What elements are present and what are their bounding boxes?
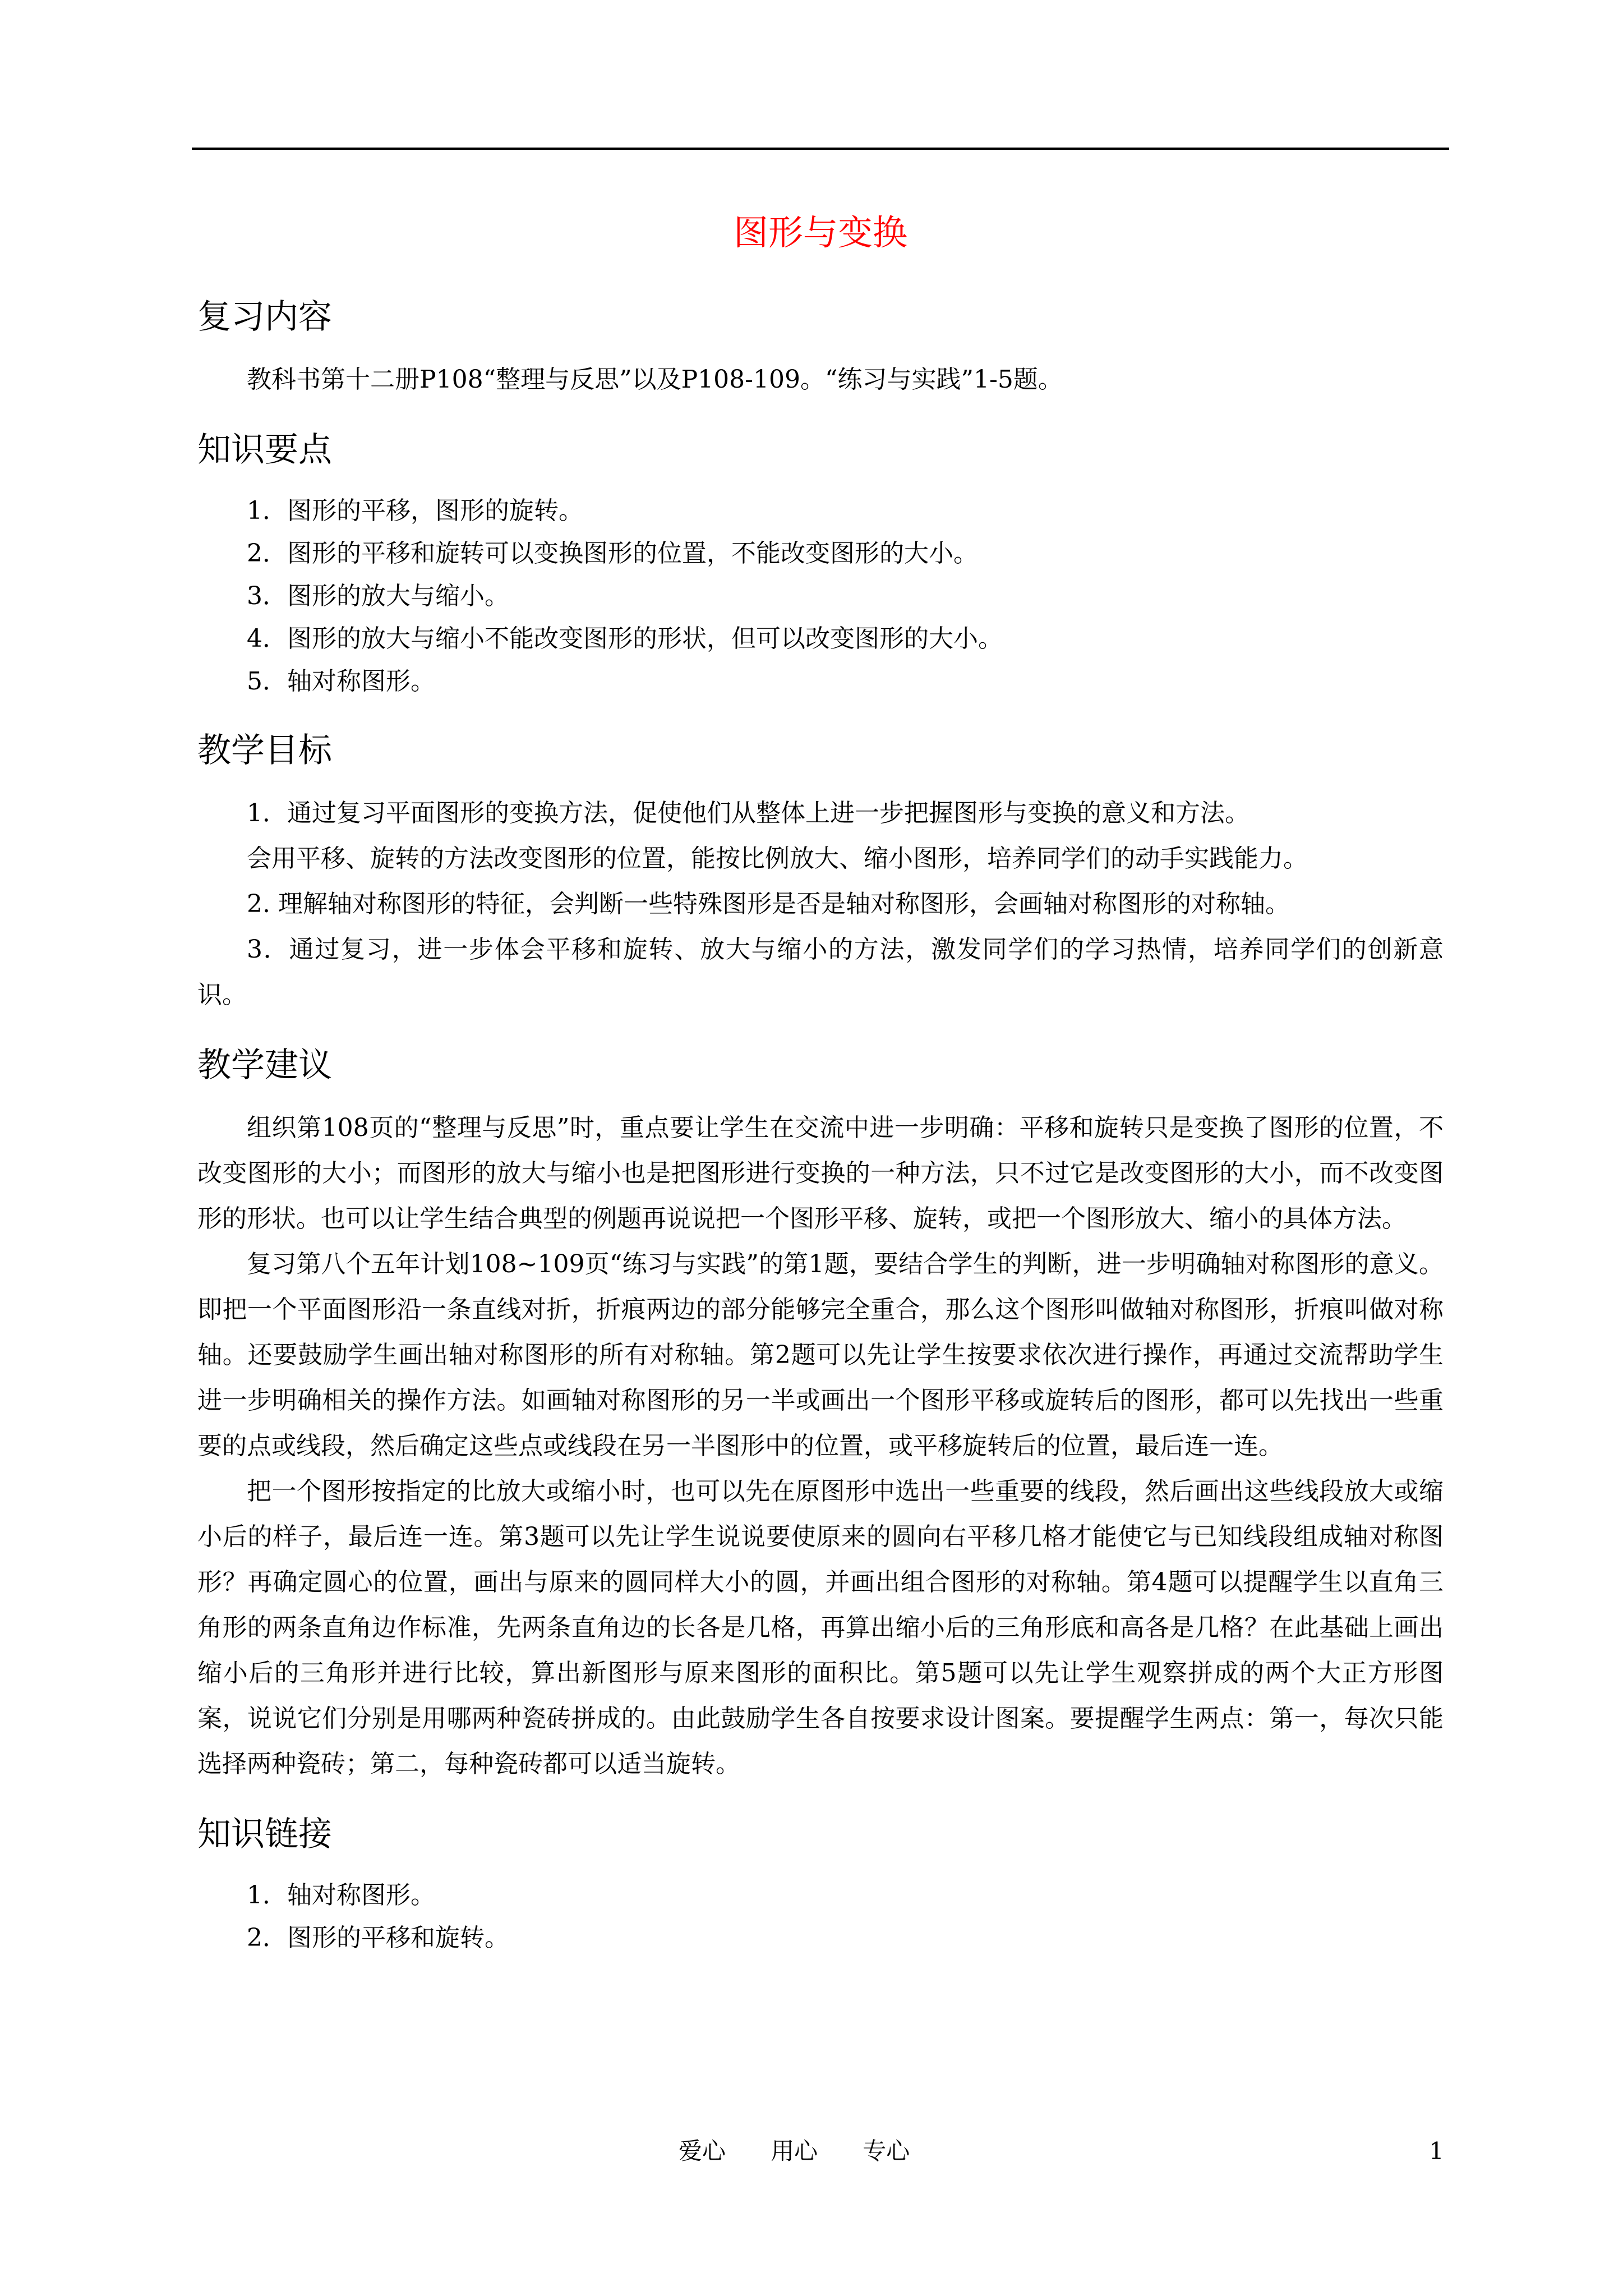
section-heading: 知识要点 xyxy=(197,430,332,470)
section-heading: 教学建议 xyxy=(197,1046,332,1085)
header-rule xyxy=(192,148,1449,150)
paragraph: 2. 理解轴对称图形的特征，会判断一些特殊图形是否是轴对称图形，会画轴对称图形的对称轴。 xyxy=(247,890,1290,918)
section-heading: 复习内容 xyxy=(197,297,332,337)
section-teaching-goals xyxy=(197,725,1444,1018)
section-review-content xyxy=(197,292,1444,402)
list-item: 3．图形的放大与缩小。 xyxy=(247,582,509,610)
list-item: 2．图形的平移和旋转。 xyxy=(247,1924,509,1952)
document-body xyxy=(197,208,1444,1982)
footer-motto: 爱心 用心 专心 xyxy=(679,2137,910,2165)
document-title: 图形与变换 xyxy=(733,212,907,253)
list-item: 1．轴对称图形。 xyxy=(247,1881,435,1910)
list-item: 5．轴对称图形。 xyxy=(247,667,435,696)
paragraph: 复习第八个五年计划108~109页“练习与实践”的第1题，要结合学生的判断，进一步明确轴对称图形的意义。即把一个平面图形沿一条直线对折，折痕两边的部分能够完全重合，那么这个图形叫做轴对称图形，折痕叫做对称轴。还要鼓励学生画出轴对称图形的所有对称轴。第2题可以先让学生按要求依次进行操作，再通过交流帮助学生进一步明确相关的操作方法。如画轴对称图形的另一半或画出一个图形平移或旋转后的图形，都可以先找出一些重要的点或线段，然后确定这些点或线段在另一半图形中的位置，或平移旋转后的位置，最后连一连。 xyxy=(197,1250,1444,1460)
page-number: 1 xyxy=(1429,2137,1444,2165)
paragraph: 把一个图形按指定的比放大或缩小时，也可以先在原图形中选出一些重要的线段，然后画出这些线段放大或缩小后的样子，最后连一连。第3题可以先让学生说说要使原来的圆向右平移几格才能使它与已知线段组成轴对称图形？再确定圆心的位置，画出与原来的圆同样大小的圆，并画出组合图形的对称轴。第4题可以提醒学生以直角三角形的两条直角边作标准，先两条直角边的长各是几格，再算出缩小后的三角形底和高各是几格？在此基础上画出缩小后的三角形并进行比较，算出新图形与原来图形的面积比。第5题可以先让学生观察拼成的两个大正方形图案，说说它们分别是用哪两种瓷砖拼成的。由此鼓励学生各自按要求设计图案。要提醒学生两点：第一，每次只能选择两种瓷砖；第二，每种瓷砖都可以适当旋转。 xyxy=(197,1477,1444,1778)
paragraph: 教科书第十二册P108“整理与反思”以及P108-109。“练习与实践”1-5题。 xyxy=(247,365,1063,394)
list-item: 4．图形的放大与缩小不能改变图形的形状，但可以改变图形的大小。 xyxy=(247,624,1003,653)
section-knowledge-links xyxy=(197,1809,1444,1959)
section-key-points xyxy=(197,425,1444,703)
list-item: 2．图形的平移和旋转可以变换图形的位置，不能改变图形的大小。 xyxy=(247,539,978,568)
section-heading: 知识链接 xyxy=(197,1815,332,1854)
paragraph: 1．通过复习平面图形的变换方法，促使他们从整体上进一步把握图形与变换的意义和方法。 xyxy=(247,799,1249,827)
paragraph: 会用平移、旋转的方法改变图形的位置，能按比例放大、缩小图形，培养同学们的动手实践能力。 xyxy=(247,844,1308,873)
list-item: 1．图形的平移，图形的旋转。 xyxy=(247,496,583,525)
paragraph: 3．通过复习，进一步体会平移和旋转、放大与缩小的方法，激发同学们的学习热情，培养同学们的创新意识。 xyxy=(197,935,1444,1009)
section-teaching-suggestions xyxy=(197,1040,1444,1787)
page-footer xyxy=(0,2132,1623,2171)
section-heading: 教学目标 xyxy=(197,731,332,770)
paragraph: 组织第108页的“整理与反思”时，重点要让学生在交流中进一步明确：平移和旋转只是变换了图形的位置，不改变图形的大小；而图形的放大与缩小也是把图形进行变换的一种方法，只不过它是改变图形的大小，而不改变图形的形状。也可以让学生结合典型的例题再说说把一个图形平移、旋转，或把一个图形放大、缩小的具体方法。 xyxy=(197,1114,1444,1233)
